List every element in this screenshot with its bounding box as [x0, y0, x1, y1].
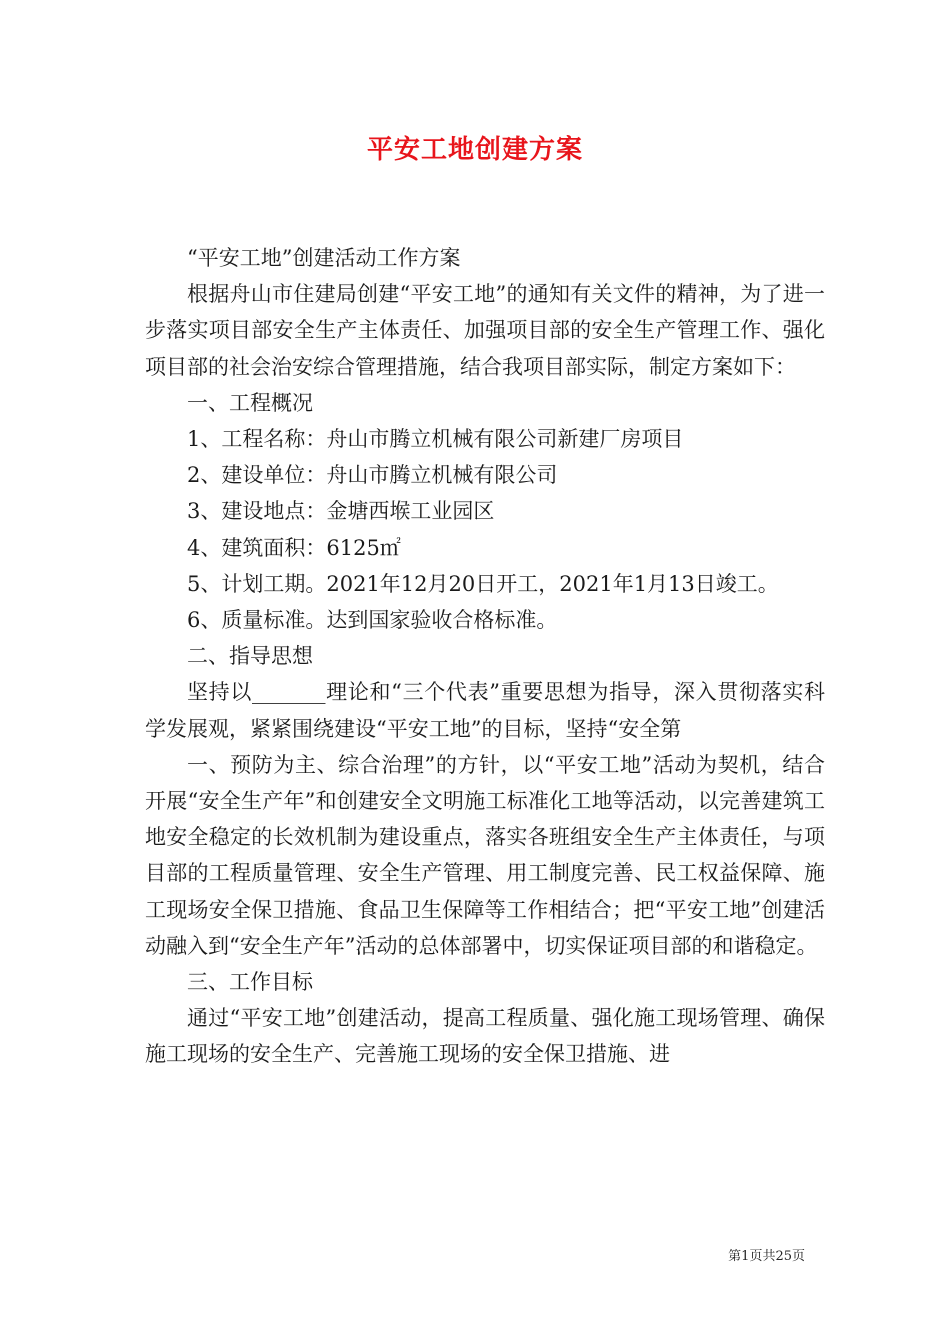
section-heading-overview: 一、工程概况 [187, 390, 313, 415]
paragraph-guiding: 坚持以_______理论和“三个代表”重要思想为指导，深入贯彻落实科学发展观，紧紧围绕建设“平安工地”的目标，坚持“安全第 [145, 680, 825, 741]
paragraph-intro: 根据舟山市住建局创建“平安工地”的通知有关文件的精神，为了进一步落实项目部安全生产主体责任、加强项目部的安全生产管理工作、强化项目部的社会治安综合管理措施，结合我项目部实际，制定方案如下： [145, 282, 825, 379]
section-heading-guiding: 二、指导思想 [187, 644, 313, 669]
paragraph-goals: 通过“平安工地”创建活动，提高工程质量、强化施工现场管理、确保施工现场的安全生产、完善施工现场的安全保卫措施、进 [145, 1006, 825, 1067]
page-number: 第1页共25页 [728, 1249, 805, 1264]
overview-item-quality: 6、质量标准。达到国家验收合格标准。 [187, 608, 558, 633]
overview-item-name: 1、工程名称：舟山市腾立机械有限公司新建厂房项目 [187, 427, 684, 452]
overview-item-area: 4、建筑面积：6125㎡ [187, 535, 401, 560]
document-title: 平安工地创建方案 [366, 135, 583, 165]
paragraph-guiding-continued: 一、预防为主、综合治理”的方针，以“平安工地”活动为契机，结合开展“安全生产年”和创建安全文明施工标准化工地等活动，以完善建筑工地安全稳定的长效机制为建设重点，落实各班组安全生产主体责任，与项目部的工程质量管理、安全生产管理、用工制度完善、民工权益保障、施工现场安全保卫措施、食品卫生保障等工作相结合；把“平安工地”创建活动融入到“安全生产年”活动的总体部署中，切实保证项目部的和谐稳定。 [145, 752, 825, 958]
overview-item-schedule: 5、计划工期。2021年12月20日开工，2021年1月13日竣工。 [187, 571, 779, 596]
section-heading-goals: 三、工作目标 [187, 970, 313, 995]
overview-item-location: 3、建设地点：金塘西堠工业园区 [187, 499, 495, 524]
overview-item-owner: 2、建设单位：舟山市腾立机械有限公司 [187, 463, 558, 488]
document-body [145, 240, 825, 1073]
paragraph-heading: “平安工地”创建活动工作方案 [187, 246, 461, 270]
